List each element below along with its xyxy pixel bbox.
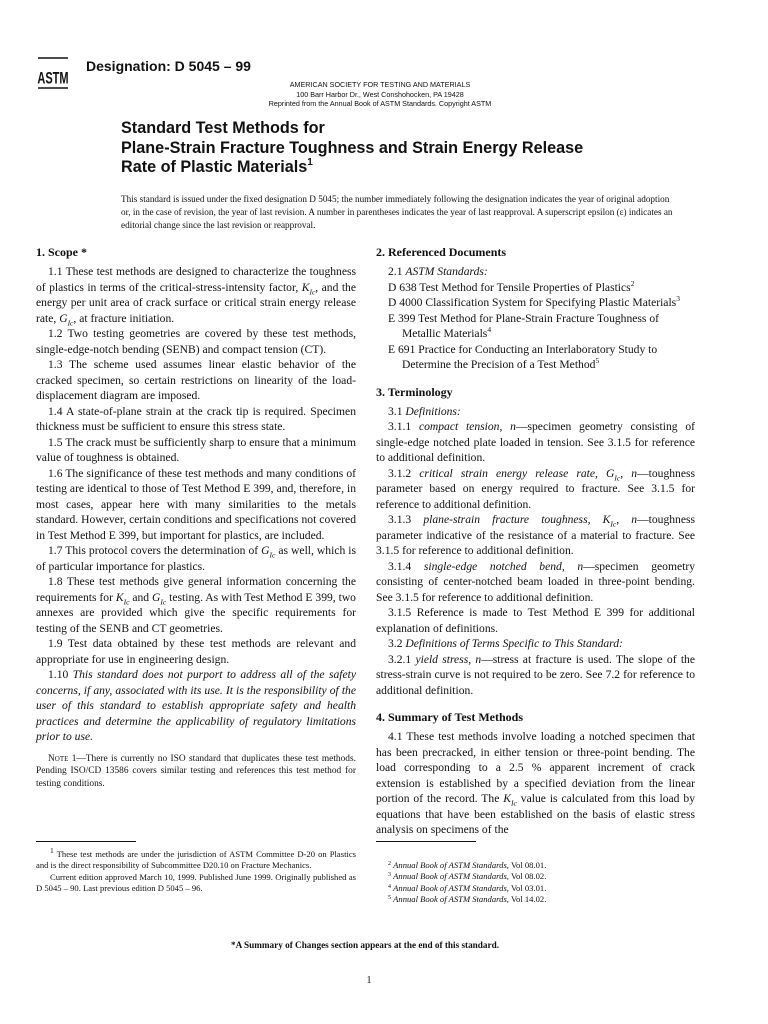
title-footnote-mark: 1 [307,157,313,168]
paragraph-3-1-5: 3.1.5 Reference is made to Test Method E 399 for additional explanation of definitions. [376,606,695,635]
paragraph-1-3: 1.3 The scheme used assumes linear elastic behavior of the cracked specimen, so certain restrictions on linearity of the load-displacement diagram are imposed. [36,358,356,402]
footnote-item: $^2$ Annual Book of ASTM Standards, Vol 08.01. [388,860,547,870]
paragraph-1-2: 1.2 Two testing geometries are covered by these test methods, single-edge-notch bending (SENB) and compact tension (CT). [36,327,356,356]
document-title [121,119,681,178]
section-heading-scope: 1. Scope * [36,245,87,259]
paragraph-3-2: 3.2 Definitions of Terms Specific to This Standard: [388,637,623,650]
paragraph-3-2-1: 3.2.1 yield stress, n—stress at fracture is used. The slope of the stress-strain curve is not required to be zero. See 7.2 for reference to additional definition. [376,652,695,697]
astm-logo-text: ASTM [37,68,69,88]
paragraph-2-1: 2.1 ASTM Standards: [388,265,488,278]
footnote-rule-left [36,841,136,842]
title-line-text: Rate of Plastic Materials [121,158,308,176]
society-line: Reprinted from the Annual Book of ASTM Standards. Copyright ASTM [268,99,492,109]
right-column [376,244,695,838]
footnote-rule-right [376,841,476,842]
paragraph-1-9: 1.9 Test data obtained by these test methods are relevant and appropriate for use in engineering design. [36,637,356,666]
intro-text: This standard is issued under the fixed designation D 5045; the number immediately following the designation indicates the year of original adoption or, in the case of revision, the year of last revision. A number in parentheses indicates the year of last reapproval. A superscript epsilon (ε) indicates an editorial change since the last revision or reapproval. [121,194,673,230]
paragraph-1-5: 1.5 The crack must be sufficiently sharp to ensure that a minimum value of toughness is obtained. [36,435,356,464]
society-line: AMERICAN SOCIETY FOR TESTING AND MATERIALS [289,80,471,89]
summary-of-changes-note: *A Summary of Changes section appears at the end of this standard. [231,940,499,950]
paragraph-1-8: 1.8 These test methods give general information concerning the requirements for $K_{Ic}$ and $G_{Ic}$ testing. As with Test Method E 399, two annexes are provided which give the specific requirements for testing of the SENB and CT geometries. [36,575,356,635]
paragraph-1-7: 1.7 This protocol covers the determination of $G_{Ic}$ as well, which is of particular importance for plastics. [36,544,357,573]
title-line [121,158,681,178]
paragraph-1-10: 1.10 This standard does not purport to address all of the safety concerns, if any, associated with its use. It is the responsibility of the user of this standard to establish appropriate safety and health practices and determine the applicability of regulatory limitations prior to use. [36,668,356,743]
paragraph-3-1-2: 3.1.2 critical strain energy release rate, $G_{Ic}$, n—toughness parameter based on energy required to fracture. See 3.1.5 for reference to additional definition. [376,466,695,511]
section-heading-referenced-documents: 2. Referenced Documents [376,245,507,259]
reference-item: E 691 Practice for Conducting an Interlaboratory Study to Determine the Precision of a Test Method$^5$ [388,342,658,371]
astm-logo [36,52,70,94]
paragraph-3-1-3: 3.1.3 plane-strain fracture toughness, $K_{Ic}$, n—toughness parameter indicative of the resistance of a material to fracture. See 3.1.5 for reference to additional definition. [376,513,695,557]
paragraph-3-1-1: 3.1.1 compact tension, n—specimen geometry consisting of single-edge notched plate loaded in tension. See 3.1.5 for reference to additional definition. [376,420,695,464]
section-heading-summary: 4. Summary of Test Methods [376,710,524,724]
reference-item: E 399 Test Method for Plane-Strain Fracture Toughness of Metallic Materials$^4$ [388,311,659,340]
footnotes-left [36,846,356,895]
reference-item: D 4000 Classification System for Specifying Plastic Materials$^3$ [388,294,680,309]
footnote-1: $^1$ These test methods are under the jurisdiction of ASTM Committee D-20 on Plastics and is the direct responsibility of Subcommittee D20.10 on Fracture Mechanics. [36,846,356,871]
footnote-item: $^4$ Annual Book of ASTM Standards, Vol 03.01. [388,882,547,893]
note-1: Note 1—There is currently no ISO standard that duplicates these test methods. Pending ISO/CD 13586 covers similar testing and references this test method for testing conditions. [36,753,356,789]
footnotes-right [388,860,688,906]
paragraph-1-6: 1.6 The significance of these test methods and many conditions of testing are identical to those of Test Method E 399, and, therefore, in most cases, appear here with many similarities to the metals standard. However, certain conditions and specifications not covered in Test Method E 399, but important for plastics, are included. [36,466,356,542]
title-line: Standard Test Methods for [121,119,325,137]
left-column [36,244,356,790]
paragraph-4-1: 4.1 These test methods involve loading a notched specimen that has been precracked, in either tension or three-point bending. The load corresponding to a 2.5 % apparent increment of crack extension is established by a specified deviation from the linear portion of the record. The $K_{Ic}$ value is calculated from this load by equations that have been established on the basis of elastic stress analysis on specimens of the [376,730,696,836]
paragraph-1-4: 1.4 A state-of-plane strain at the crack tip is required. Specimen thickness must be sufficient to ensure this stress state. [36,404,356,433]
footnote-item: $^5$ Annual Book of ASTM Standards, Vol 14.02. [388,894,547,905]
section-heading-terminology: 3. Terminology [376,384,453,399]
society-line: 100 Barr Harbor Dr., West Conshohocken, PA 19428 [296,89,464,99]
page-number: 1 [366,975,372,986]
designation: Designation: D 5045 – 99 [86,58,251,74]
title-line: Plane-Strain Fracture Toughness and Strain Energy Release [121,138,584,157]
footnote-1-edition: Current edition approved March 10, 1999. Published June 1999. Originally published as D 5045 – 90. Last previous edition D 5045 – 96. [36,871,356,894]
footnote-item: $^3$ Annual Book of ASTM Standards, Vol 08.02. [388,871,547,882]
society-info [230,80,530,109]
paragraph-1-1: 1.1 These test methods are designed to characterize the toughness of plastics in terms of the critical-stress-intensity factor, $K_{Ic}$, and the energy per unit area of crack surface or critical strain energy release rate, $G_{Ic}$, at fracture initiation. [36,265,356,327]
paragraph-3-1-4: 3.1.4 single-edge notched bend, n—specimen geometry consisting of center-notched beam loaded in three-point bending. See 3.1.5 for reference to additional definition. [376,559,695,604]
reference-item: D 638 Test Method for Tensile Properties of Plastics$^2$ [388,278,635,294]
paragraph-3-1: 3.1 Definitions: [388,404,461,418]
